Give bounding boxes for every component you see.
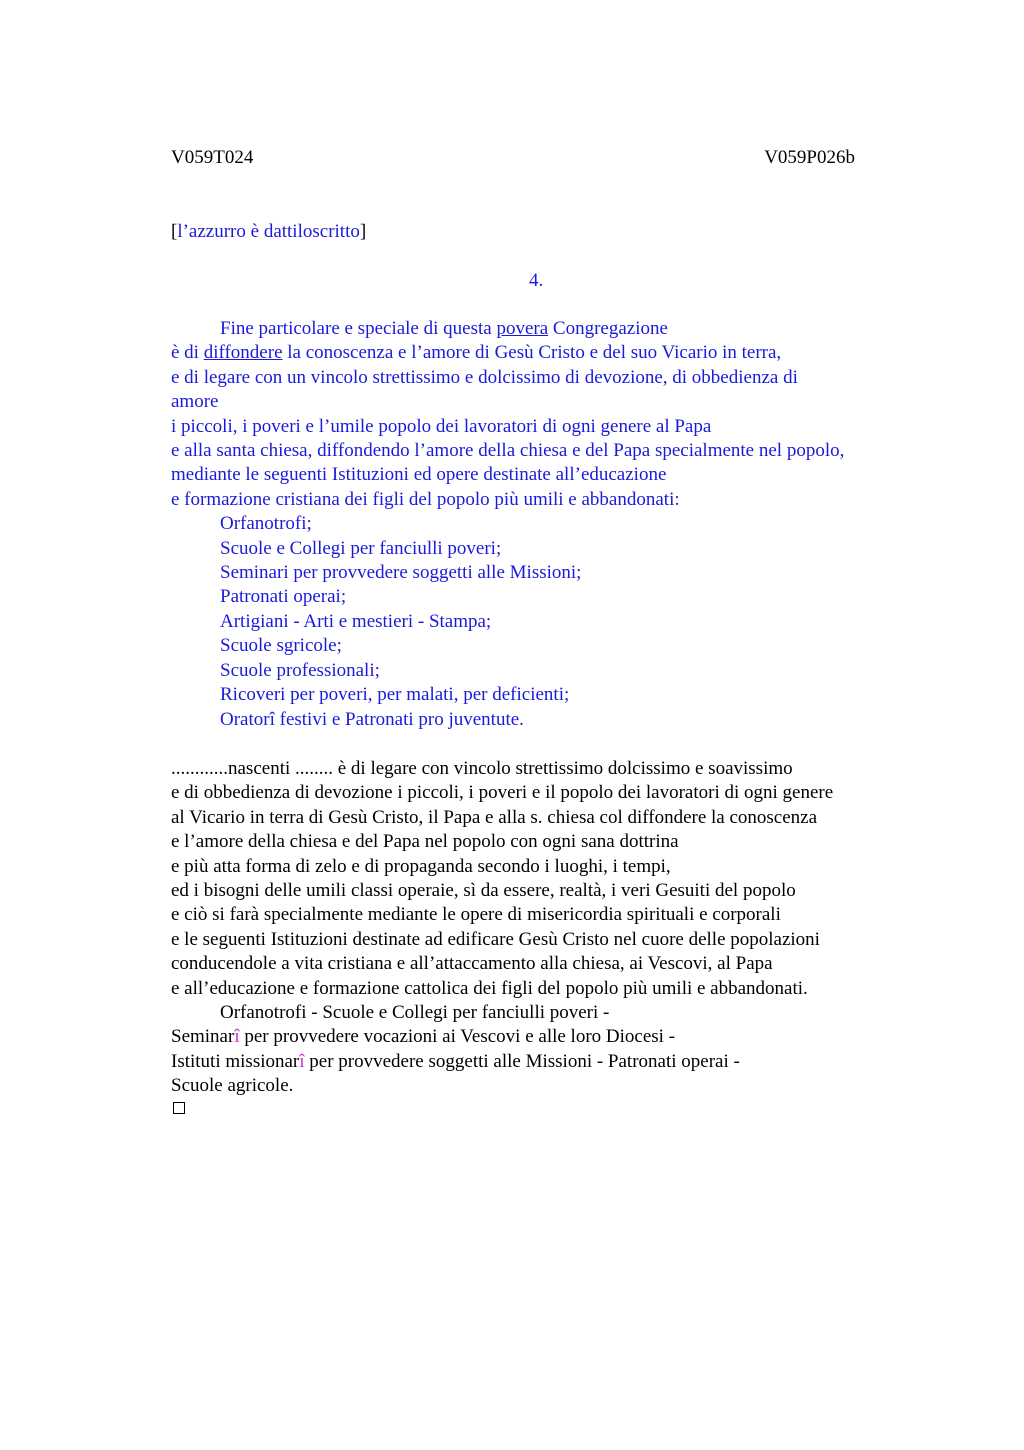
handwritten-line: ............nascenti ........ è di legare con vincolo strettissimo dolcissimo e soavissimo (171, 758, 793, 779)
header-right-code: V059P026b (764, 147, 855, 168)
list-item: Orfanotrofi; (220, 513, 312, 535)
highlighted-char: î (299, 1050, 305, 1072)
list-item: Oratorî festivi e Patronati pro juventute. (220, 708, 524, 730)
list-item: Scuole e Collegi per fanciulli poveri; (220, 537, 502, 559)
typed-line-3: e di legare con un vincolo strettissimo e dolcissimo di devozione, di obbedienza di (171, 366, 798, 388)
text-run: è di (171, 342, 204, 364)
handwritten-line: conducendole a vita cristiana e all’attaccamento alla chiesa, ai Vescovi, al Papa (171, 953, 773, 975)
list-item: Ricoveri per poveri, per malati, per deficienti; (220, 684, 570, 706)
editorial-note (171, 220, 366, 244)
typed-line-6: e alla santa chiesa, diffondendo l’amore della chiesa e del Papa specialmente nel popolo, (171, 440, 845, 462)
handwritten-line: ed i bisogni delle umili classi operaie, sì da essere, realtà, i veri Gesuiti del popolo (171, 880, 796, 902)
note-close-bracket: ] (359, 221, 367, 242)
list-item: Scuole sgricole; (220, 635, 342, 657)
text-run: per provvedere soggetti alle Missioni - Patronati operai - (304, 1050, 740, 1072)
list-item: Artigiani - Arti e mestieri - Stampa; (220, 610, 492, 632)
handwritten-line: al Vicario in terra di Gesù Cristo, il Papa e alla s. chiesa col diffondere la conoscenza (171, 806, 818, 828)
underlined-word: povera (496, 318, 549, 339)
handwritten-line: e l’amore della chiesa e del Papa nel popolo con ogni sana dottrina (171, 831, 679, 853)
handwritten-paragraph (171, 757, 931, 1099)
text-run: Istituti missionar (171, 1050, 300, 1072)
note-open-bracket: [ (171, 221, 178, 242)
handwritten-line: Orfanotrofi - Scuole e Collegi per fanciulli poveri - (220, 1002, 610, 1024)
handwritten-line: e le seguenti Istituzioni destinate ad edificare Gesù Cristo nel cuore delle popolazioni (171, 928, 820, 950)
list-item: Seminari per provvedere soggetti alle Missioni; (220, 562, 582, 584)
typed-line-5: i piccoli, i poveri e l’umile popolo dei lavoratori di ogni genere al Papa (171, 415, 712, 437)
handwritten-line (171, 1025, 931, 1049)
text-run: Congregazione (548, 318, 668, 339)
text-run: Fine particolare e speciale di questa (220, 318, 497, 339)
header-left-code: V059T024 (171, 147, 254, 168)
typed-line-4: amore (171, 391, 219, 413)
typed-line-2 (171, 341, 931, 365)
handwritten-line: Scuole agricole. (171, 1075, 294, 1097)
underlined-word: diffondere (203, 342, 283, 364)
handwritten-line (171, 1050, 931, 1074)
end-square-icon (173, 1102, 185, 1114)
typed-line-1 (171, 317, 931, 341)
highlighted-char: î (234, 1026, 240, 1048)
handwritten-line: e di obbedienza di devozione i piccoli, i poveri e il popolo dei lavoratori di ogni genere (171, 782, 834, 804)
handwritten-line: e più atta forma di zelo e di propaganda secondo i luoghi, i tempi, (171, 855, 671, 877)
note-text: l’azzurro è dattiloscritto (177, 221, 360, 242)
list-item: Scuole professionali; (220, 659, 380, 681)
handwritten-line: e all’educazione e formazione cattolica dei figli del popolo più umili e abbandonati. (171, 977, 808, 999)
text-run: per provvedere vocazioni ai Vescovi e alle loro Diocesi - (239, 1026, 676, 1048)
typed-paragraph (171, 317, 931, 732)
handwritten-line: e ciò si farà specialmente mediante le opere di misericordia spirituali e corporali (171, 904, 781, 926)
text-run: Seminar (171, 1026, 235, 1048)
typed-line-8: e formazione cristiana dei figli del popolo più umili e abbandonati: (171, 488, 680, 510)
list-item: Patronati operai; (220, 586, 347, 608)
text-run: la conoscenza e l’amore di Gesù Cristo e del suo Vicario in terra, (282, 342, 782, 364)
typed-line-7: mediante le seguenti Istituzioni ed opere destinate all’educazione (171, 464, 667, 486)
page-number: 4. (529, 270, 544, 291)
